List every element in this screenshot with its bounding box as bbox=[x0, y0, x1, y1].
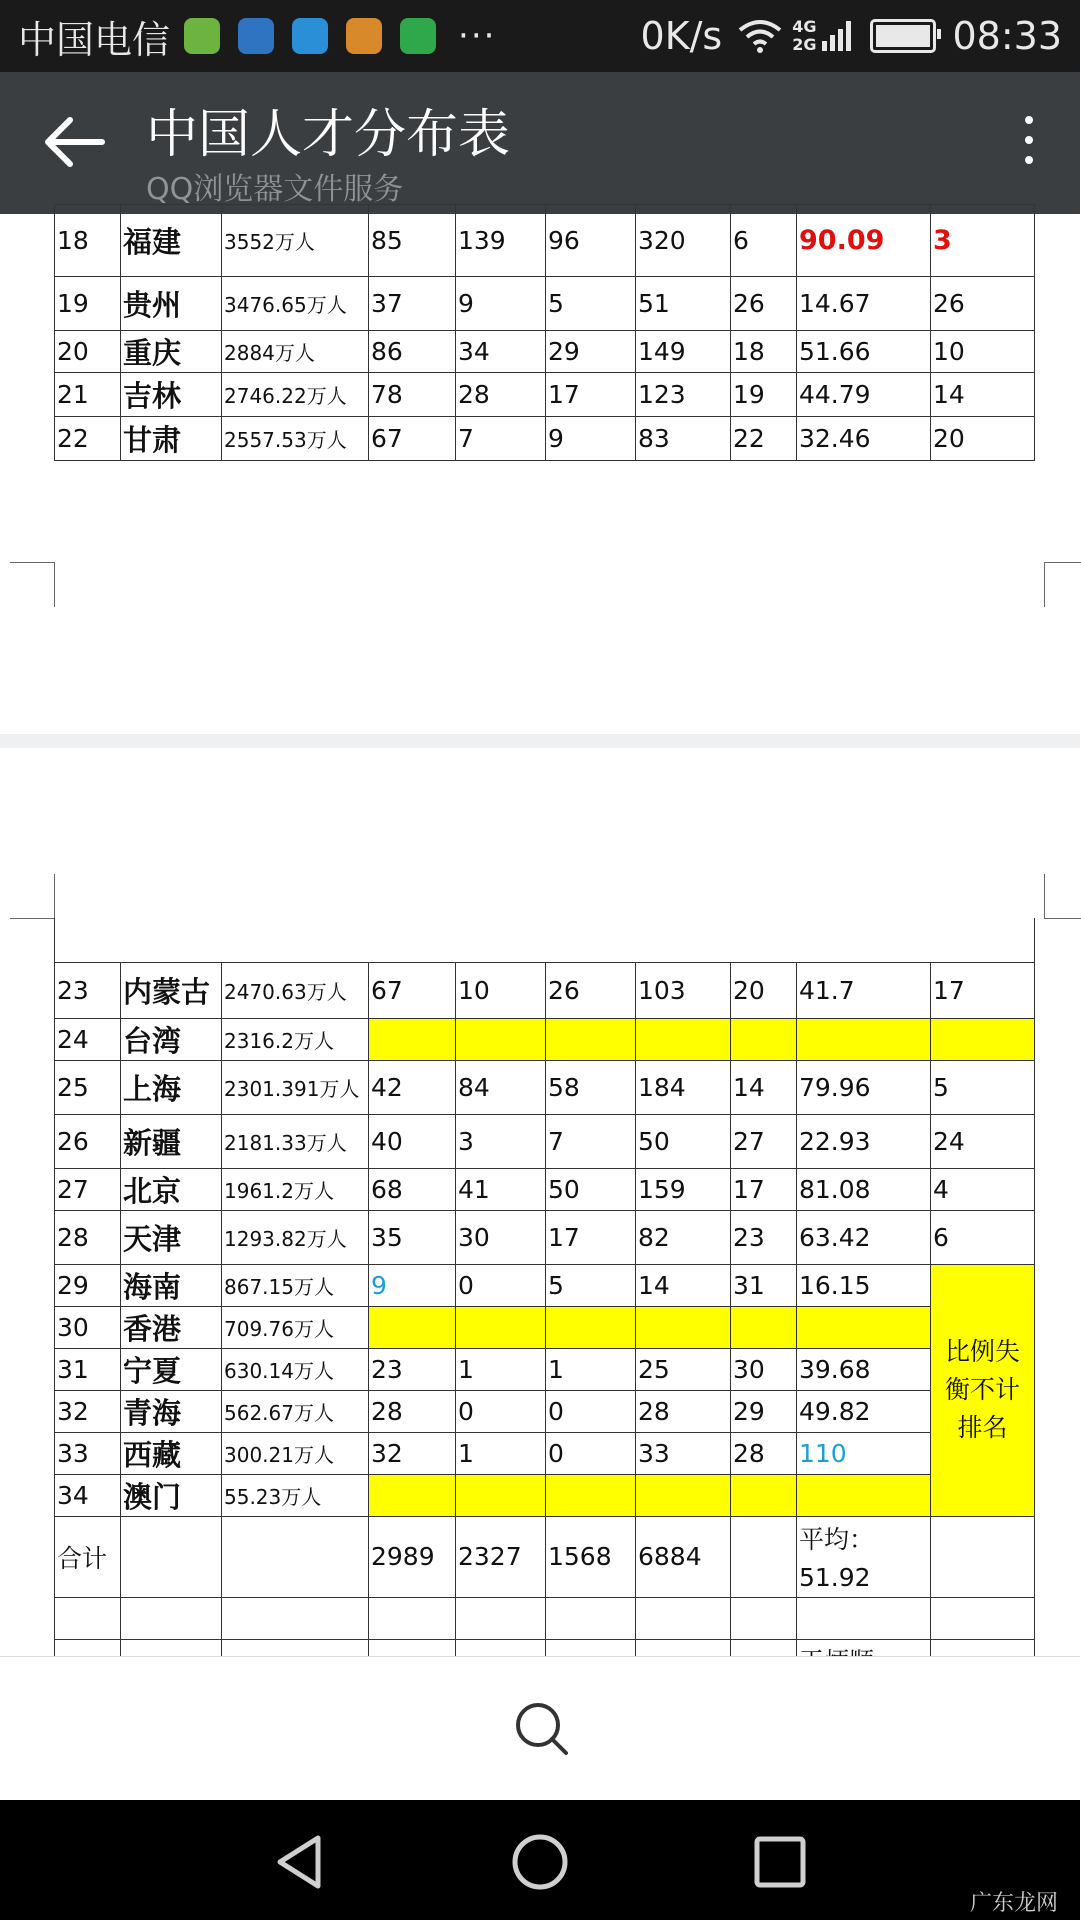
empty-cell bbox=[55, 918, 121, 962]
notes-app-icon bbox=[184, 18, 220, 54]
clipboard-app-icon bbox=[346, 18, 382, 54]
value-cell: 6 bbox=[731, 205, 797, 277]
health-app-icon bbox=[238, 18, 274, 54]
value-cell: 4 bbox=[931, 1168, 1035, 1210]
value-cell: 28 bbox=[369, 1390, 456, 1432]
value-cell: 31 bbox=[731, 1264, 797, 1306]
empty-cell bbox=[546, 1597, 636, 1639]
value-cell: 33 bbox=[636, 1432, 731, 1474]
total-label-cell: 合计 bbox=[55, 1516, 121, 1597]
value-cell: 41.7 bbox=[797, 962, 931, 1018]
table-row bbox=[55, 373, 1035, 417]
value-cell: 1 bbox=[456, 1432, 546, 1474]
value-cell: 35 bbox=[369, 1210, 456, 1264]
network-type bbox=[792, 18, 816, 54]
highlight-cell bbox=[456, 1306, 546, 1348]
province-cell: 吉林 bbox=[121, 373, 222, 417]
value-cell: 63.42 bbox=[797, 1210, 931, 1264]
value-cell: 32 bbox=[369, 1432, 456, 1474]
highlight-cell bbox=[369, 1474, 456, 1516]
population-cell: 562.67万人 bbox=[222, 1390, 369, 1432]
bottom-toolbar bbox=[0, 1656, 1080, 1801]
value-cell: 50 bbox=[546, 1168, 636, 1210]
empty-cell bbox=[636, 918, 731, 962]
value-cell: 14 bbox=[931, 373, 1035, 417]
population-cell: 2746.22万人 bbox=[222, 373, 369, 417]
value-cell: 1 bbox=[456, 1348, 546, 1390]
table-row bbox=[55, 1306, 1035, 1348]
highlight-cell bbox=[369, 1306, 456, 1348]
population-cell: 709.76万人 bbox=[222, 1306, 369, 1348]
table-row bbox=[55, 1390, 1035, 1432]
value-cell: 17 bbox=[731, 1168, 797, 1210]
title-bar bbox=[0, 72, 1080, 214]
value-cell: 17 bbox=[546, 373, 636, 417]
row-number-cell: 26 bbox=[55, 1114, 121, 1168]
table-row bbox=[55, 1348, 1035, 1390]
table-row bbox=[55, 1432, 1035, 1474]
highlight-cell bbox=[731, 1474, 797, 1516]
total-row bbox=[55, 1516, 1035, 1597]
province-cell: 上海 bbox=[121, 1060, 222, 1114]
province-cell: 天津 bbox=[121, 1210, 222, 1264]
value-cell: 9 bbox=[369, 1264, 456, 1306]
more-notifications-icon: ··· bbox=[458, 16, 497, 56]
population-cell: 2470.63万人 bbox=[222, 962, 369, 1018]
square-recent-icon[interactable] bbox=[750, 1832, 810, 1892]
value-cell: 30 bbox=[731, 1348, 797, 1390]
value-cell: 139 bbox=[456, 205, 546, 277]
ranking-note-cell: 比例失衡不计排名 bbox=[931, 1264, 1035, 1516]
highlight-cell bbox=[546, 1474, 636, 1516]
value-cell: 103 bbox=[636, 962, 731, 1018]
value-cell: 58 bbox=[546, 1060, 636, 1114]
population-cell: 2181.33万人 bbox=[222, 1114, 369, 1168]
table-row bbox=[55, 1264, 1035, 1306]
crop-mark bbox=[1044, 562, 1081, 607]
row-number-cell: 24 bbox=[55, 1018, 121, 1060]
province-cell: 新疆 bbox=[121, 1114, 222, 1168]
circle-home-icon[interactable] bbox=[510, 1832, 570, 1892]
network-2g-label: 2G bbox=[792, 35, 817, 54]
value-cell: 28 bbox=[731, 1432, 797, 1474]
population-cell: 2557.53万人 bbox=[222, 417, 369, 461]
province-cell: 宁夏 bbox=[121, 1348, 222, 1390]
table-row bbox=[55, 417, 1035, 461]
province-cell: 福建 bbox=[121, 205, 222, 277]
row-number-cell: 33 bbox=[55, 1432, 121, 1474]
empty-cell bbox=[456, 1597, 546, 1639]
highlight-cell bbox=[546, 1306, 636, 1348]
clock: 08:33 bbox=[952, 14, 1062, 58]
province-cell: 澳门 bbox=[121, 1474, 222, 1516]
empty-cell bbox=[55, 1597, 121, 1639]
value-cell: 0 bbox=[546, 1432, 636, 1474]
update-app-icon bbox=[400, 18, 436, 54]
value-cell: 78 bbox=[369, 373, 456, 417]
table-row bbox=[55, 918, 1035, 962]
search-icon[interactable] bbox=[512, 1699, 572, 1759]
value-cell: 7 bbox=[546, 1114, 636, 1168]
empty-cell bbox=[797, 1597, 931, 1639]
empty-cell bbox=[931, 1516, 1035, 1597]
value-cell: 1 bbox=[546, 1348, 636, 1390]
value-cell: 149 bbox=[636, 331, 731, 373]
row-number-cell: 32 bbox=[55, 1390, 121, 1432]
table-row bbox=[55, 1114, 1035, 1168]
row-number-cell: 30 bbox=[55, 1306, 121, 1348]
value-cell: 42 bbox=[369, 1060, 456, 1114]
value-cell: 29 bbox=[731, 1390, 797, 1432]
value-cell: 26 bbox=[731, 277, 797, 331]
document-viewer[interactable] bbox=[0, 214, 1080, 1656]
table-row bbox=[55, 1060, 1035, 1114]
talent-table-page1 bbox=[54, 204, 1035, 461]
value-cell: 184 bbox=[636, 1060, 731, 1114]
value-cell: 51 bbox=[636, 277, 731, 331]
highlight-cell bbox=[636, 1306, 731, 1348]
table-row bbox=[55, 962, 1035, 1018]
value-cell: 84 bbox=[456, 1060, 546, 1114]
total-value-cell: 6884 bbox=[636, 1516, 731, 1597]
population-cell: 2884万人 bbox=[222, 331, 369, 373]
highlight-cell bbox=[546, 1018, 636, 1060]
value-cell: 26 bbox=[931, 277, 1035, 331]
population-cell: 630.14万人 bbox=[222, 1348, 369, 1390]
province-cell: 青海 bbox=[121, 1390, 222, 1432]
highlight-cell bbox=[731, 1306, 797, 1348]
empty-cell bbox=[222, 1597, 369, 1639]
province-cell: 海南 bbox=[121, 1264, 222, 1306]
value-cell: 5 bbox=[546, 277, 636, 331]
more-vertical-icon[interactable] bbox=[1014, 116, 1044, 172]
status-bar bbox=[0, 0, 1080, 72]
total-value-cell: 2327 bbox=[456, 1516, 546, 1597]
empty-cell bbox=[731, 918, 797, 962]
row-number-cell: 21 bbox=[55, 373, 121, 417]
value-cell: 5 bbox=[931, 1060, 1035, 1114]
value-cell: 32.46 bbox=[797, 417, 931, 461]
row-number-cell: 29 bbox=[55, 1264, 121, 1306]
value-cell: 110 bbox=[797, 1432, 931, 1474]
crop-mark bbox=[10, 562, 55, 607]
province-cell: 内蒙古 bbox=[121, 962, 222, 1018]
population-cell: 3476.65万人 bbox=[222, 277, 369, 331]
crop-mark bbox=[1044, 874, 1081, 919]
value-cell: 17 bbox=[931, 962, 1035, 1018]
population-cell: 1961.2万人 bbox=[222, 1168, 369, 1210]
value-cell: 22.93 bbox=[797, 1114, 931, 1168]
value-cell: 85 bbox=[369, 205, 456, 277]
signal-icon bbox=[822, 21, 854, 51]
value-cell: 20 bbox=[931, 417, 1035, 461]
value-cell: 10 bbox=[456, 962, 546, 1018]
row-number-cell: 27 bbox=[55, 1168, 121, 1210]
value-cell: 39.68 bbox=[797, 1348, 931, 1390]
value-cell: 9 bbox=[546, 417, 636, 461]
value-cell: 20 bbox=[731, 962, 797, 1018]
row-number-cell: 23 bbox=[55, 962, 121, 1018]
highlight-cell bbox=[636, 1474, 731, 1516]
province-cell: 甘肃 bbox=[121, 417, 222, 461]
wifi-icon bbox=[738, 18, 782, 54]
value-cell: 28 bbox=[456, 373, 546, 417]
population-cell: 3552万人 bbox=[222, 205, 369, 277]
row-number-cell: 22 bbox=[55, 417, 121, 461]
highlight-cell bbox=[731, 1018, 797, 1060]
table-row bbox=[55, 205, 1035, 277]
population-cell: 2301.391万人 bbox=[222, 1060, 369, 1114]
highlight-cell bbox=[797, 1474, 931, 1516]
battery-icon bbox=[870, 19, 936, 53]
row-number-cell: 25 bbox=[55, 1060, 121, 1114]
value-cell: 82 bbox=[636, 1210, 731, 1264]
empty-cell bbox=[121, 918, 222, 962]
population-cell: 2316.2万人 bbox=[222, 1018, 369, 1060]
crop-mark bbox=[10, 874, 55, 919]
empty-cell bbox=[369, 918, 456, 962]
value-cell: 86 bbox=[369, 331, 456, 373]
empty-cell bbox=[456, 918, 546, 962]
highlight-cell bbox=[797, 1018, 931, 1060]
empty-cell bbox=[931, 918, 1035, 962]
value-cell: 40 bbox=[369, 1114, 456, 1168]
table-row bbox=[55, 331, 1035, 373]
value-cell: 3 bbox=[931, 205, 1035, 277]
value-cell: 22 bbox=[731, 417, 797, 461]
highlight-cell bbox=[636, 1018, 731, 1060]
row-number-cell: 18 bbox=[55, 205, 121, 277]
value-cell: 0 bbox=[456, 1390, 546, 1432]
empty-cell bbox=[222, 918, 369, 962]
value-cell: 14 bbox=[636, 1264, 731, 1306]
value-cell: 14 bbox=[731, 1060, 797, 1114]
province-cell: 重庆 bbox=[121, 331, 222, 373]
population-cell: 867.15万人 bbox=[222, 1264, 369, 1306]
empty-cell bbox=[369, 1597, 456, 1639]
table-row bbox=[55, 277, 1035, 331]
page-title: 中国人才分布表 bbox=[146, 105, 511, 165]
watermark: 广东龙网 bbox=[969, 1891, 1058, 1916]
value-cell: 17 bbox=[546, 1210, 636, 1264]
empty-cell bbox=[797, 918, 931, 962]
empty-cell bbox=[731, 1516, 797, 1597]
empty-cell bbox=[546, 918, 636, 962]
page-separator bbox=[0, 734, 1080, 748]
value-cell: 81.08 bbox=[797, 1168, 931, 1210]
value-cell: 68 bbox=[369, 1168, 456, 1210]
value-cell: 50 bbox=[636, 1114, 731, 1168]
total-value-cell: 2989 bbox=[369, 1516, 456, 1597]
back-arrow-icon[interactable] bbox=[40, 112, 110, 172]
table-row bbox=[55, 1597, 1035, 1639]
value-cell: 26 bbox=[546, 962, 636, 1018]
value-cell: 34 bbox=[456, 331, 546, 373]
population-cell: 55.23万人 bbox=[222, 1474, 369, 1516]
value-cell: 24 bbox=[931, 1114, 1035, 1168]
empty-cell bbox=[121, 1597, 222, 1639]
value-cell: 3 bbox=[456, 1114, 546, 1168]
average-cell: 平均：51.92 bbox=[797, 1516, 931, 1597]
value-cell: 67 bbox=[369, 962, 456, 1018]
network-speed: 0K/s bbox=[640, 14, 723, 58]
value-cell: 0 bbox=[456, 1264, 546, 1306]
value-cell: 96 bbox=[546, 205, 636, 277]
value-cell: 49.82 bbox=[797, 1390, 931, 1432]
population-cell: 1293.82万人 bbox=[222, 1210, 369, 1264]
value-cell: 30 bbox=[456, 1210, 546, 1264]
table-row bbox=[55, 1210, 1035, 1264]
value-cell: 7 bbox=[456, 417, 546, 461]
triangle-back-icon[interactable] bbox=[270, 1832, 330, 1892]
province-cell: 台湾 bbox=[121, 1018, 222, 1060]
value-cell: 41 bbox=[456, 1168, 546, 1210]
value-cell: 320 bbox=[636, 205, 731, 277]
value-cell: 37 bbox=[369, 277, 456, 331]
value-cell: 0 bbox=[546, 1390, 636, 1432]
population-cell: 300.21万人 bbox=[222, 1432, 369, 1474]
value-cell: 18 bbox=[731, 331, 797, 373]
value-cell: 44.79 bbox=[797, 373, 931, 417]
highlight-cell bbox=[456, 1018, 546, 1060]
value-cell: 159 bbox=[636, 1168, 731, 1210]
row-number-cell: 31 bbox=[55, 1348, 121, 1390]
value-cell: 16.15 bbox=[797, 1264, 931, 1306]
value-cell: 123 bbox=[636, 373, 731, 417]
value-cell: 23 bbox=[731, 1210, 797, 1264]
value-cell: 27 bbox=[731, 1114, 797, 1168]
value-cell: 6 bbox=[931, 1210, 1035, 1264]
network-4g-label: 4G bbox=[792, 17, 817, 36]
empty-cell bbox=[121, 1516, 222, 1597]
value-cell: 23 bbox=[369, 1348, 456, 1390]
row-number-cell: 34 bbox=[55, 1474, 121, 1516]
value-cell: 29 bbox=[546, 331, 636, 373]
carrier-label: 中国电信 bbox=[18, 17, 171, 62]
value-cell: 5 bbox=[546, 1264, 636, 1306]
row-number-cell: 19 bbox=[55, 277, 121, 331]
highlight-cell bbox=[369, 1018, 456, 1060]
empty-cell bbox=[931, 1597, 1035, 1639]
value-cell: 90.09 bbox=[797, 205, 931, 277]
value-cell: 28 bbox=[636, 1390, 731, 1432]
province-cell: 香港 bbox=[121, 1306, 222, 1348]
province-cell: 西藏 bbox=[121, 1432, 222, 1474]
value-cell: 9 bbox=[456, 277, 546, 331]
value-cell: 51.66 bbox=[797, 331, 931, 373]
value-cell: 10 bbox=[931, 331, 1035, 373]
row-number-cell: 28 bbox=[55, 1210, 121, 1264]
value-cell: 19 bbox=[731, 373, 797, 417]
value-cell: 25 bbox=[636, 1348, 731, 1390]
navigation-bar bbox=[0, 1800, 1080, 1920]
row-number-cell: 20 bbox=[55, 331, 121, 373]
highlight-cell bbox=[456, 1474, 546, 1516]
talent-table-page2 bbox=[54, 918, 1035, 1724]
province-cell: 北京 bbox=[121, 1168, 222, 1210]
exu-app-icon bbox=[292, 18, 328, 54]
total-value-cell: 1568 bbox=[546, 1516, 636, 1597]
table-row bbox=[55, 1168, 1035, 1210]
value-cell: 14.67 bbox=[797, 277, 931, 331]
empty-cell bbox=[636, 1597, 731, 1639]
empty-cell bbox=[222, 1516, 369, 1597]
highlight-cell bbox=[931, 1018, 1035, 1060]
value-cell: 67 bbox=[369, 417, 456, 461]
empty-cell bbox=[731, 1597, 797, 1639]
value-cell: 79.96 bbox=[797, 1060, 931, 1114]
page-subtitle: QQ浏览器文件服务 bbox=[146, 172, 404, 207]
highlight-cell bbox=[797, 1306, 931, 1348]
province-cell: 贵州 bbox=[121, 277, 222, 331]
table-row bbox=[55, 1018, 1035, 1060]
value-cell: 83 bbox=[636, 417, 731, 461]
table-row bbox=[55, 1474, 1035, 1516]
